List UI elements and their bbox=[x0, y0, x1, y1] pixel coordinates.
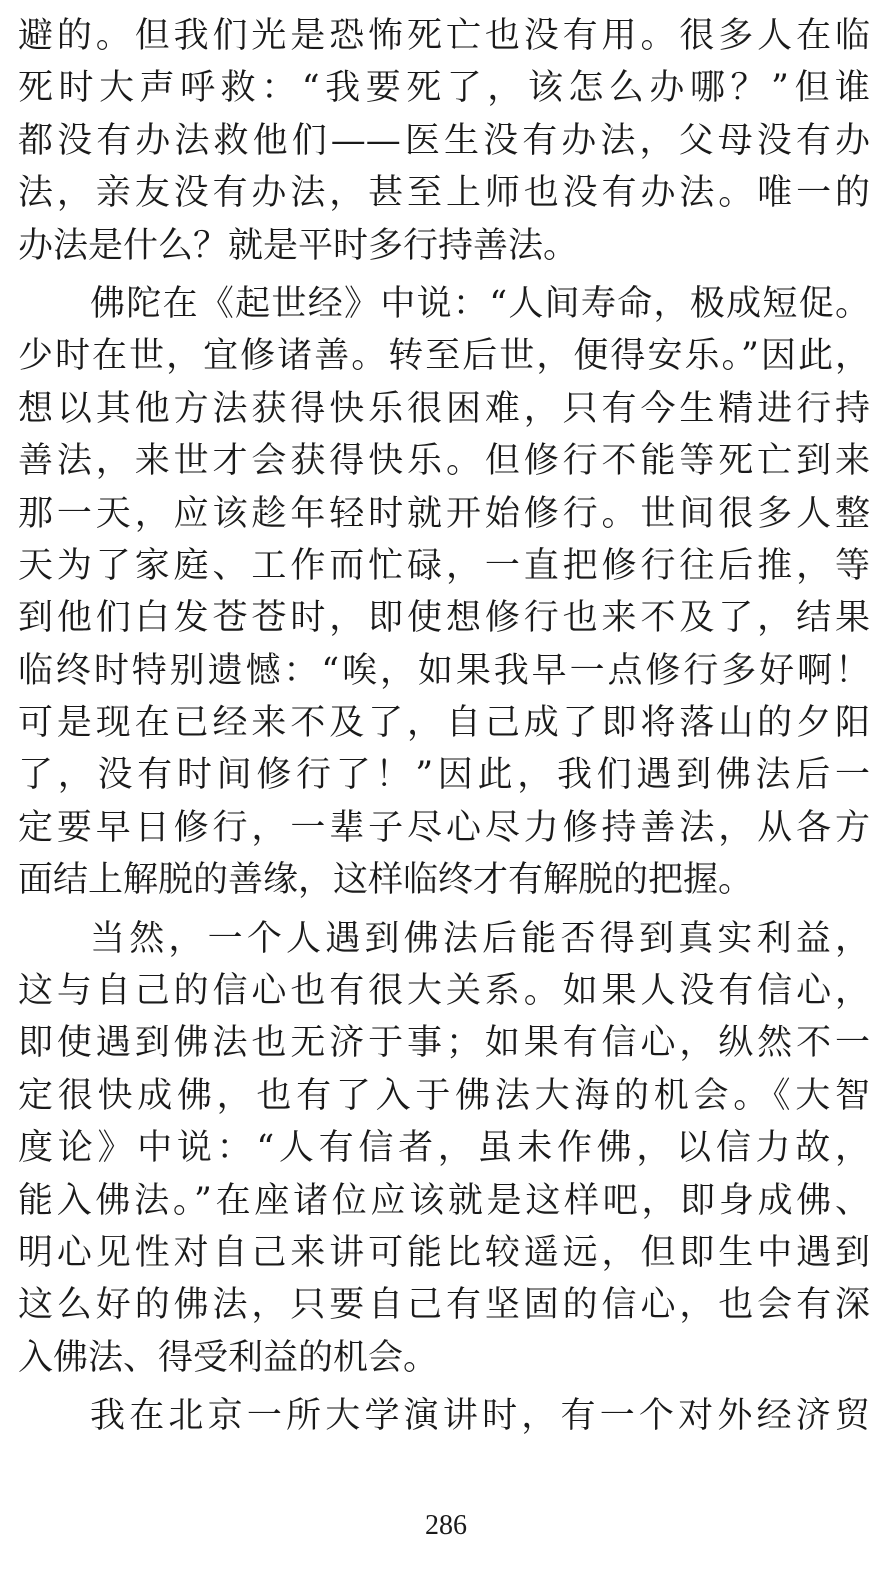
text-line: 定很快成佛，也有了入于佛法大海的机会。《大智 bbox=[18, 1075, 870, 1116]
paragraph-1 bbox=[18, 10, 870, 272]
text-line: 天为了家庭、工作而忙碌，一直把修行往后推，等 bbox=[18, 545, 870, 586]
text-line: 面结上解脱的善缘，这样临终才有解脱的把握。 bbox=[18, 860, 754, 901]
text-line: 善法，来世才会获得快乐。但修行不能等死亡到来 bbox=[18, 441, 870, 482]
text-line: 少时在世，宜修诸善。转至后世，便得安乐。”因此， bbox=[18, 336, 870, 377]
text-line: 可是现在已经来不及了，自己成了即将落山的夕阳 bbox=[18, 703, 870, 744]
text-line: 了，没有时间修行了！”因此，我们遇到佛法后一 bbox=[18, 755, 870, 796]
text-line: 临终时特别遗憾：“唉，如果我早一点修行多好啊！ bbox=[18, 650, 870, 691]
text-line: 办法是什么？就是平时多行持善法。 bbox=[18, 225, 579, 266]
text-line: 想以其他方法获得快乐很困难，只有今生精进行持 bbox=[18, 388, 870, 429]
text-line: 即使遇到佛法也无济于事；如果有信心，纵然不一 bbox=[18, 1023, 870, 1064]
text-line: 入佛法、得受利益的机会。 bbox=[18, 1337, 439, 1378]
paragraph-4 bbox=[18, 1390, 870, 1442]
text-line: 明心见性对自己来讲可能比较遥远，但即生中遇到 bbox=[18, 1232, 870, 1273]
text-line: 能入佛法。”在座诸位应该就是这样吧，即身成佛、 bbox=[18, 1180, 870, 1221]
text-line: 法，亲友没有办法，甚至上师也没有办法。唯一的 bbox=[18, 173, 870, 214]
text-line: 这与自己的信心也有很大关系。如果人没有信心， bbox=[18, 971, 870, 1012]
paragraph-2 bbox=[18, 278, 870, 907]
text-line: 当然，一个人遇到佛法后能否得到真实利益， bbox=[90, 918, 870, 959]
text-line: 那一天，应该趁年轻时就开始修行。世间很多人整 bbox=[18, 493, 870, 534]
text-line: 都没有办法救他们——医生没有办法，父母没有办 bbox=[18, 120, 870, 161]
page-number: 286 bbox=[425, 1510, 467, 1541]
text-line: 死时大声呼救：“我要死了，该怎么办哪？”但谁 bbox=[18, 68, 870, 109]
body-text bbox=[18, 10, 870, 1449]
text-line: 佛陀在《起世经》中说：“人间寿命，极成短促。 bbox=[90, 283, 870, 324]
text-line: 这么好的佛法，只要自己有坚固的信心，也会有深 bbox=[18, 1285, 870, 1326]
text-line: 我在北京一所大学演讲时，有一个对外经济贸 bbox=[90, 1396, 870, 1437]
text-line: 避的。但我们光是恐怖死亡也没有用。很多人在临 bbox=[18, 16, 870, 56]
paragraph-3 bbox=[18, 913, 870, 1385]
text-line: 度论》中说：“人有信者，虽未作佛，以信力故， bbox=[18, 1128, 870, 1169]
text-line: 到他们白发苍苍时，即使想修行也来不及了，结果 bbox=[18, 598, 870, 639]
text-line: 定要早日修行，一辈子尽心尽力修持善法，从各方 bbox=[18, 807, 870, 848]
